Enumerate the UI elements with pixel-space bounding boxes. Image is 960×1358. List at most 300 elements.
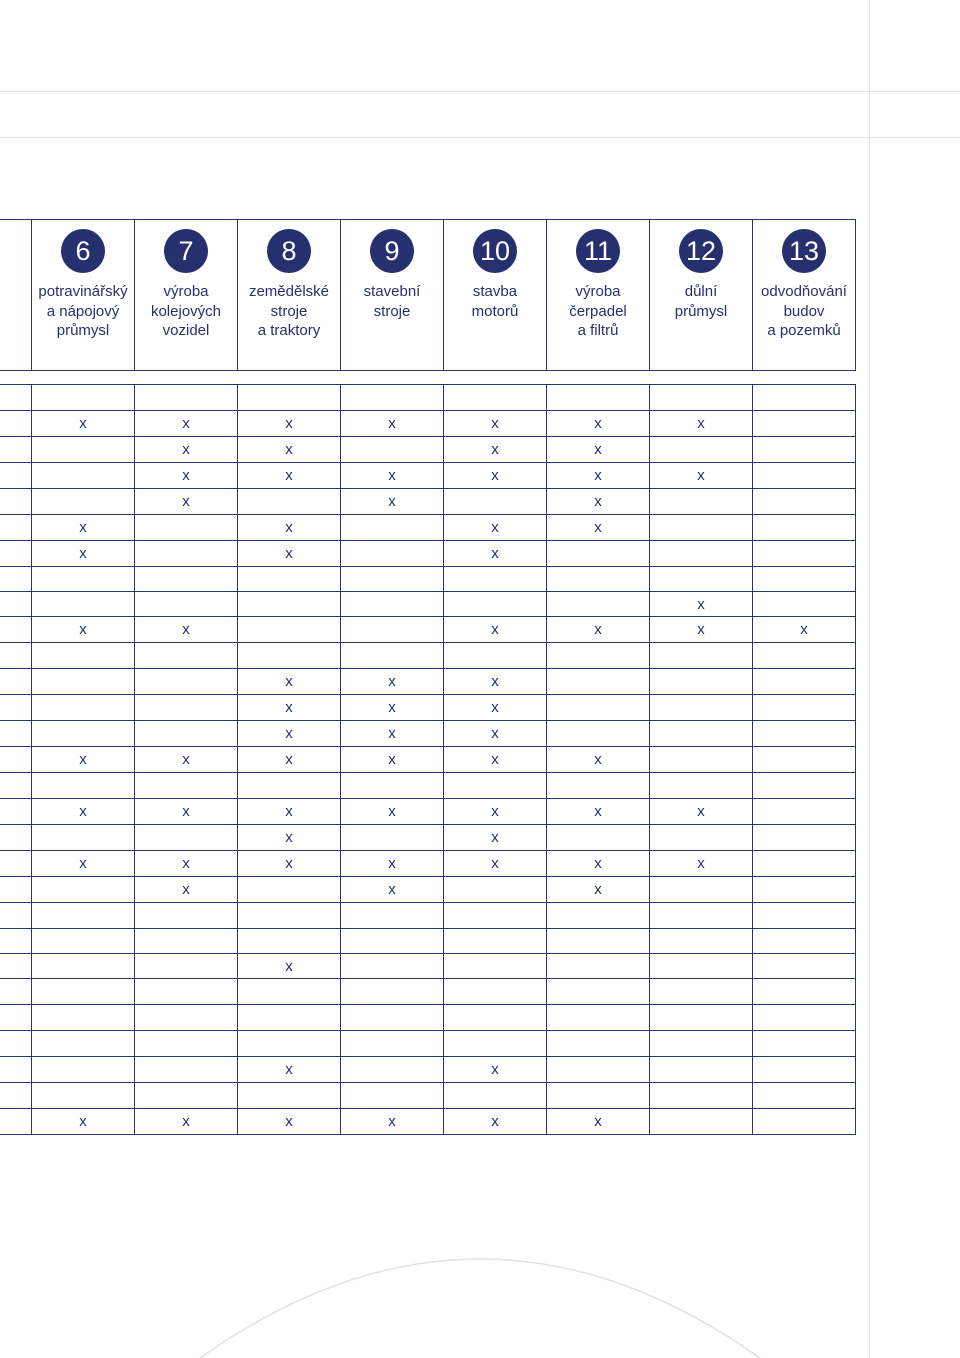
- table-row: [0, 1109, 856, 1135]
- table-row: [0, 825, 856, 851]
- table-cell: [238, 643, 341, 669]
- table-cell: [238, 1005, 341, 1031]
- table-cell: [753, 437, 856, 463]
- table-cell: [238, 592, 341, 617]
- table-cell: x: [32, 541, 135, 567]
- table-cell: x: [444, 617, 547, 643]
- table-cell: [0, 695, 32, 721]
- table-cell: [753, 1057, 856, 1083]
- table-cell: x: [547, 617, 650, 643]
- top-guide-line: [0, 91, 960, 92]
- table-cell: [341, 1083, 444, 1109]
- table-cell: [341, 1057, 444, 1083]
- table-cell: [650, 1083, 753, 1109]
- table-cell: [238, 567, 341, 592]
- table-cell: [444, 877, 547, 903]
- table-cell: [650, 929, 753, 954]
- table-cell: [753, 954, 856, 979]
- table-cell: x: [341, 799, 444, 825]
- table-cell: [32, 979, 135, 1005]
- table-cell: [0, 877, 32, 903]
- column-label: odvodňování budov a pozemků: [761, 283, 847, 339]
- table-row: [0, 1057, 856, 1083]
- table-cell: [0, 1005, 32, 1031]
- table-cell: x: [341, 463, 444, 489]
- header-guide-line: [0, 137, 960, 138]
- table-cell: x: [547, 851, 650, 877]
- table-cell: x: [444, 721, 547, 747]
- table-cell: [753, 1031, 856, 1057]
- column-label: potravinářský a nápojový průmysl: [38, 283, 128, 339]
- table-cell: [547, 695, 650, 721]
- table-cell: x: [238, 851, 341, 877]
- table-cell: x: [238, 515, 341, 541]
- table-cell: x: [135, 463, 238, 489]
- table-cell: [547, 979, 650, 1005]
- table-cell: x: [238, 411, 341, 437]
- table-cell: [0, 411, 32, 437]
- table-row: [0, 541, 856, 567]
- table-cell: x: [32, 1109, 135, 1135]
- table-cell: [650, 1109, 753, 1135]
- table-cell: [32, 1005, 135, 1031]
- table-cell: [238, 617, 341, 643]
- table-cell: [32, 1031, 135, 1057]
- table-cell: x: [444, 411, 547, 437]
- table-cell: x: [444, 515, 547, 541]
- table-cell: x: [547, 1109, 650, 1135]
- table-cell: [650, 1057, 753, 1083]
- table-cell: [753, 851, 856, 877]
- table-cell: [444, 489, 547, 515]
- cropped-badge-area: [0, 220, 31, 273]
- table-row: [0, 617, 856, 643]
- table-cell: [444, 385, 547, 411]
- table-cell: x: [444, 851, 547, 877]
- table-cell: x: [444, 463, 547, 489]
- table-cell: [547, 1083, 650, 1109]
- table-row: [0, 643, 856, 669]
- column-header: [32, 220, 135, 371]
- table-cell: x: [444, 747, 547, 773]
- table-cell: [0, 541, 32, 567]
- table-cell: [135, 1083, 238, 1109]
- table-cell: x: [753, 617, 856, 643]
- table-cell: [444, 643, 547, 669]
- table-cell: x: [238, 669, 341, 695]
- table-cell: [32, 489, 135, 515]
- column-header-row: [0, 220, 856, 371]
- table-cell: [444, 979, 547, 1005]
- table-cell: [547, 1005, 650, 1031]
- table-cell: x: [547, 411, 650, 437]
- table-cell: x: [32, 515, 135, 541]
- column-header: [238, 220, 341, 371]
- table-row: [0, 463, 856, 489]
- table-cell: [753, 463, 856, 489]
- table-cell: x: [238, 463, 341, 489]
- table-cell: [650, 489, 753, 515]
- table-cell: x: [341, 877, 444, 903]
- table-cell: x: [444, 1109, 547, 1135]
- table-cell: [341, 541, 444, 567]
- table-row: [0, 773, 856, 799]
- table-cell: [0, 825, 32, 851]
- table-cell: [32, 773, 135, 799]
- table-cell: [135, 541, 238, 567]
- table-row: [0, 669, 856, 695]
- table-cell: [0, 929, 32, 954]
- table-cell: x: [341, 695, 444, 721]
- table-cell: x: [444, 541, 547, 567]
- table-cell: x: [135, 799, 238, 825]
- table-cell: x: [135, 411, 238, 437]
- table-cell: x: [650, 851, 753, 877]
- table-cell: [0, 643, 32, 669]
- table-cell: [0, 385, 32, 411]
- table-cell: x: [341, 721, 444, 747]
- column-header: [753, 220, 856, 371]
- table-cell: [0, 747, 32, 773]
- table-cell: [0, 799, 32, 825]
- table-cell: [341, 825, 444, 851]
- table-cell: [753, 877, 856, 903]
- table-cell: x: [238, 954, 341, 979]
- table-row: [0, 1083, 856, 1109]
- table-cell: [547, 825, 650, 851]
- table-cell: [341, 643, 444, 669]
- table-cell: [650, 721, 753, 747]
- table-cell: [0, 773, 32, 799]
- table-cell: [547, 541, 650, 567]
- table-cell: [650, 825, 753, 851]
- table-cell: [0, 1109, 32, 1135]
- table-row: [0, 1031, 856, 1057]
- table-cell: [135, 1057, 238, 1083]
- table-cell: [753, 1083, 856, 1109]
- table-cell: [32, 463, 135, 489]
- table-cell: [32, 929, 135, 954]
- table-cell: [0, 1057, 32, 1083]
- table-cell: [341, 1005, 444, 1031]
- table-cell: [135, 1031, 238, 1057]
- table-cell: x: [650, 592, 753, 617]
- table-cell: [238, 929, 341, 954]
- table-cell: x: [444, 799, 547, 825]
- table-cell: [32, 592, 135, 617]
- table-cell: x: [547, 515, 650, 541]
- table-cell: [32, 669, 135, 695]
- table-row: [0, 515, 856, 541]
- table-cell: [135, 773, 238, 799]
- table-cell: [753, 541, 856, 567]
- table-cell: [444, 1031, 547, 1057]
- table-cell: [650, 747, 753, 773]
- table-cell: [135, 929, 238, 954]
- table-cell: [238, 773, 341, 799]
- table-cell: [650, 877, 753, 903]
- table-cell: x: [650, 799, 753, 825]
- table-cell: [32, 437, 135, 463]
- table-cell: x: [547, 489, 650, 515]
- table-cell: [135, 1005, 238, 1031]
- table-cell: [753, 592, 856, 617]
- table-cell: [32, 567, 135, 592]
- table-cell: [32, 643, 135, 669]
- table-cell: [0, 979, 32, 1005]
- table-cell: x: [547, 437, 650, 463]
- table-cell: [135, 954, 238, 979]
- table-cell: [135, 567, 238, 592]
- table-cell: [547, 954, 650, 979]
- table-cell: [444, 567, 547, 592]
- table-cell: x: [238, 541, 341, 567]
- column-number-badge: 6: [61, 229, 105, 273]
- table-cell: x: [650, 411, 753, 437]
- table-row: [0, 567, 856, 592]
- table-cell: x: [135, 747, 238, 773]
- table-cell: [135, 385, 238, 411]
- column-header: [444, 220, 547, 371]
- table-cell: x: [135, 877, 238, 903]
- table-cell: [0, 954, 32, 979]
- table-cell: [753, 385, 856, 411]
- column-number-badge: 11: [576, 229, 620, 273]
- column-label: výroba čerpadel a filtrů: [569, 283, 627, 339]
- table-cell: [753, 411, 856, 437]
- table-cell: [753, 979, 856, 1005]
- table-cell: x: [444, 825, 547, 851]
- table-cell: [32, 825, 135, 851]
- table-cell: [32, 1083, 135, 1109]
- table-cell: x: [650, 463, 753, 489]
- table-cell: [444, 773, 547, 799]
- table-cell: [238, 1083, 341, 1109]
- table-cell: [32, 877, 135, 903]
- table-cell: [650, 385, 753, 411]
- table-cell: x: [238, 695, 341, 721]
- table-cell: [0, 1031, 32, 1057]
- table-cell: [341, 979, 444, 1005]
- table-row: [0, 411, 856, 437]
- table-cell: x: [444, 437, 547, 463]
- table-cell: [135, 669, 238, 695]
- table-cell: x: [238, 721, 341, 747]
- table-cell: [547, 1031, 650, 1057]
- column-number-badge: 13: [782, 229, 826, 273]
- table-cell: [650, 669, 753, 695]
- table-cell: x: [32, 851, 135, 877]
- table-cell: [444, 954, 547, 979]
- table-row: [0, 929, 856, 954]
- table-cell: x: [238, 437, 341, 463]
- table-cell: x: [135, 851, 238, 877]
- column-number-badge: 9: [370, 229, 414, 273]
- table-cell: x: [32, 799, 135, 825]
- column-label: [0, 282, 31, 302]
- table-cell: [238, 979, 341, 1005]
- table-row: [0, 877, 856, 903]
- table-cell: [341, 903, 444, 929]
- table-cell: [135, 903, 238, 929]
- table-cell: [753, 489, 856, 515]
- table-cell: [650, 773, 753, 799]
- table-cell: x: [444, 695, 547, 721]
- table-cell: [238, 1031, 341, 1057]
- table-cell: [135, 721, 238, 747]
- table-row: [0, 592, 856, 617]
- table-cell: [0, 617, 32, 643]
- table-cell: [341, 385, 444, 411]
- table-row: [0, 385, 856, 411]
- table-cell: [32, 695, 135, 721]
- column-header: [0, 220, 32, 371]
- table-cell: [753, 825, 856, 851]
- column-number-badge: 10: [473, 229, 517, 273]
- table-cell: x: [135, 617, 238, 643]
- table-cell: [547, 903, 650, 929]
- table-cell: x: [444, 1057, 547, 1083]
- table-row: [0, 851, 856, 877]
- table-cell: [0, 463, 32, 489]
- table-cell: [135, 592, 238, 617]
- table-cell: [135, 825, 238, 851]
- table-cell: [753, 929, 856, 954]
- table-cell: [753, 669, 856, 695]
- right-margin-line: [869, 0, 870, 1358]
- table-cell: [753, 695, 856, 721]
- column-header: [547, 220, 650, 371]
- table-cell: [341, 617, 444, 643]
- table-cell: x: [238, 1109, 341, 1135]
- table-cell: [135, 695, 238, 721]
- table-cell: [32, 1057, 135, 1083]
- table-cell: [341, 773, 444, 799]
- table-cell: x: [238, 799, 341, 825]
- table-cell: x: [341, 411, 444, 437]
- column-label: zemědělské stroje a traktory: [248, 283, 330, 339]
- table-cell: [650, 903, 753, 929]
- table-cell: [547, 567, 650, 592]
- table-cell: x: [135, 437, 238, 463]
- table-cell: [0, 721, 32, 747]
- table-cell: x: [32, 411, 135, 437]
- column-label: stavební stroje: [363, 283, 421, 320]
- table-row: [0, 954, 856, 979]
- table-cell: [650, 954, 753, 979]
- table-cell: x: [135, 489, 238, 515]
- table-cell: [547, 385, 650, 411]
- table-cell: [753, 721, 856, 747]
- table-cell: [753, 773, 856, 799]
- table-cell: [135, 979, 238, 1005]
- table-cell: [0, 669, 32, 695]
- table-row: [0, 799, 856, 825]
- table-cell: [753, 903, 856, 929]
- column-label: stavba motorů: [471, 283, 519, 320]
- column-header: [650, 220, 753, 371]
- table-cell: [135, 515, 238, 541]
- column-label: důlní průmysl: [674, 283, 728, 320]
- table-cell: [0, 567, 32, 592]
- table-cell: [32, 903, 135, 929]
- table-cell: [547, 592, 650, 617]
- table-cell: [0, 515, 32, 541]
- table-cell: [753, 1109, 856, 1135]
- table-cell: [444, 929, 547, 954]
- table-cell: [753, 799, 856, 825]
- table-cell: [650, 979, 753, 1005]
- table-row: [0, 979, 856, 1005]
- table-cell: x: [444, 669, 547, 695]
- column-number-badge: 12: [679, 229, 723, 273]
- table-cell: x: [341, 489, 444, 515]
- table-row: [0, 437, 856, 463]
- table-row: [0, 1005, 856, 1031]
- table-cell: [650, 567, 753, 592]
- table-cell: [444, 903, 547, 929]
- table-cell: [650, 1031, 753, 1057]
- column-label: výroba kolejových vozidel: [150, 283, 222, 339]
- table-cell: x: [650, 617, 753, 643]
- table-cell: x: [341, 747, 444, 773]
- table-cell: [238, 877, 341, 903]
- table-cell: [753, 643, 856, 669]
- column-number-badge: 8: [267, 229, 311, 273]
- table-cell: [650, 437, 753, 463]
- column-number-badge: 7: [164, 229, 208, 273]
- table-cell: [341, 515, 444, 541]
- table-cell: [238, 903, 341, 929]
- table-cell: [547, 1057, 650, 1083]
- table-cell: [238, 489, 341, 515]
- table-row: [0, 903, 856, 929]
- table-cell: [0, 851, 32, 877]
- table-cell: [444, 592, 547, 617]
- table-cell: [0, 437, 32, 463]
- table-cell: x: [547, 463, 650, 489]
- table-cell: [753, 747, 856, 773]
- application-matrix-table: [0, 384, 856, 1135]
- table-cell: [0, 903, 32, 929]
- table-cell: [32, 721, 135, 747]
- table-cell: [753, 1005, 856, 1031]
- table-cell: [547, 721, 650, 747]
- table-cell: x: [341, 1109, 444, 1135]
- table-cell: [753, 567, 856, 592]
- table-cell: [650, 515, 753, 541]
- table-cell: [32, 385, 135, 411]
- table-cell: x: [32, 617, 135, 643]
- table-cell: [650, 643, 753, 669]
- table-cell: [135, 643, 238, 669]
- table-cell: [341, 592, 444, 617]
- table-cell: x: [135, 1109, 238, 1135]
- table-cell: x: [341, 669, 444, 695]
- table-cell: x: [547, 877, 650, 903]
- table-row: [0, 695, 856, 721]
- table-cell: [341, 1031, 444, 1057]
- table-cell: x: [341, 851, 444, 877]
- table-cell: [32, 954, 135, 979]
- table-cell: [547, 669, 650, 695]
- table-cell: [341, 567, 444, 592]
- table-cell: x: [238, 825, 341, 851]
- column-header: [135, 220, 238, 371]
- table-cell: [341, 437, 444, 463]
- table-cell: [547, 929, 650, 954]
- table-cell: [444, 1005, 547, 1031]
